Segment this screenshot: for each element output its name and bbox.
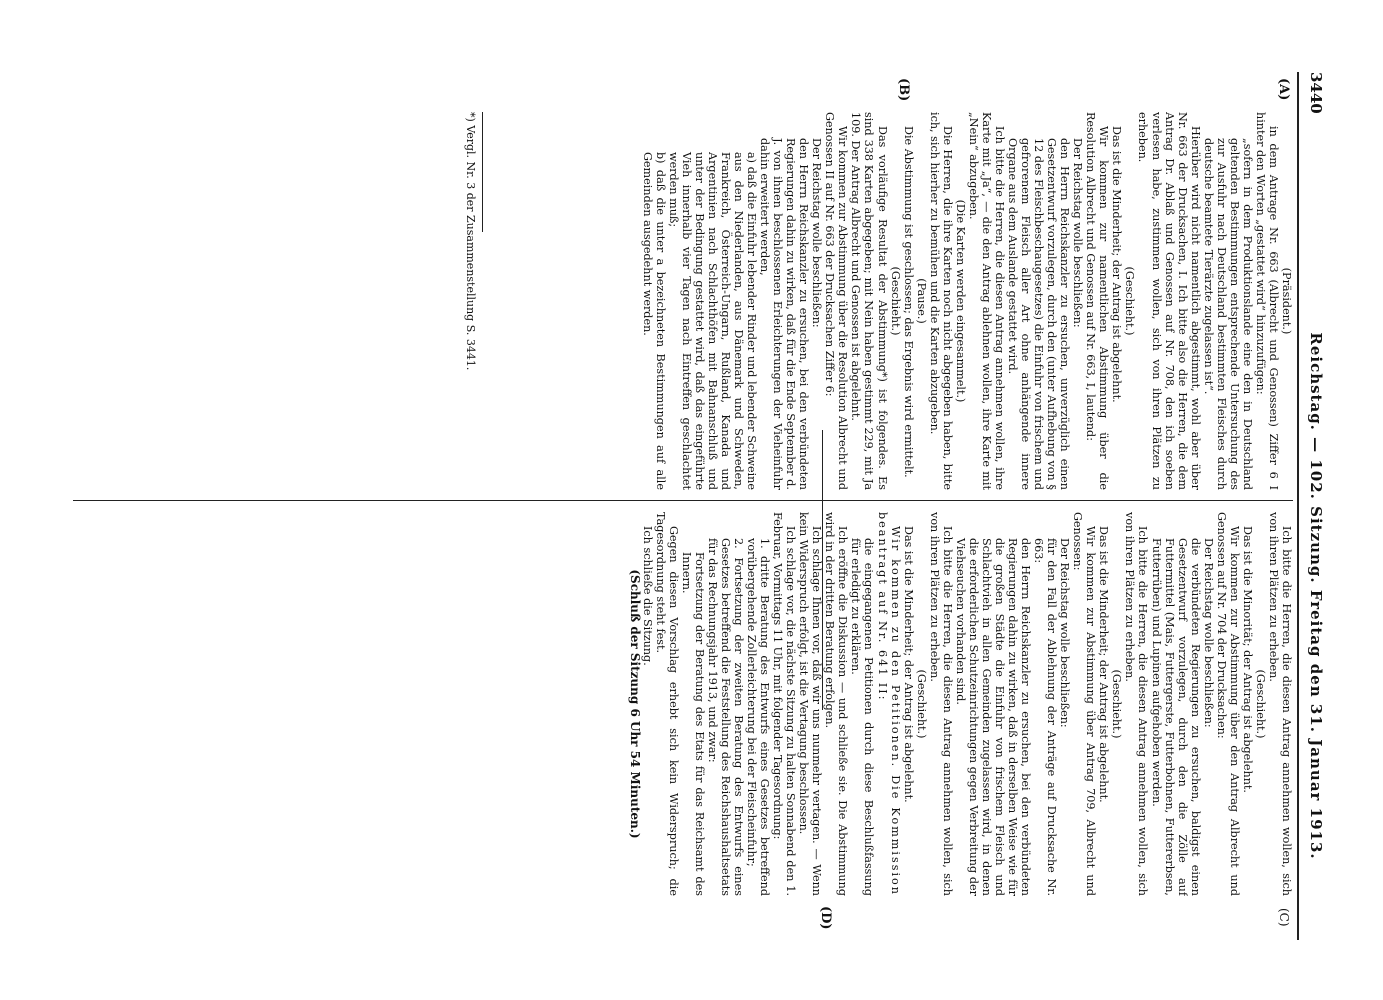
paragraph: Wir kommen zur Abstimmung über Antrag 709, Albrecht und Genossen: <box>1071 512 1098 896</box>
paragraph: Ich schlage Ihnen vor, daß wir uns nunmehr vertagen. — Wenn kein Widerspruch erfolgt, ist die Vertagung beschlossen. <box>797 512 824 896</box>
margin-letter-c: (C) <box>1277 908 1291 927</box>
paragraph: Wir kommen zur Abstimmung über die Resolution Albrecht und Genossen II auf Nr. 663 der Drucksachen Ziffer 6: <box>823 112 850 490</box>
paragraph: Hierüber wird nicht namentlich abgestimmt, wohl aber über Nr. 663 der Drucksachen, I. Ich bitte also die Herren, die dem Antrag Dr. Ablaß und Genossen auf Nr. 708, den ich soeben verlesen habe, zustimmen wollen, sich von ihren Plätzen zu erheben. <box>1136 112 1202 490</box>
left-column <box>593 112 1293 490</box>
running-title: Reichstag. — 102. Sitzung. Freitag den 31. Januar 1913. <box>1307 332 1325 860</box>
stage-direction: (Geschieht.) <box>1123 266 1137 336</box>
agenda-subitem: Fortsetzung der Beratung des Etats für das Reichsamt des Innern. <box>679 552 706 896</box>
paragraph: Das ist die Minderheit; der Antrag ist abgelehnt. <box>901 526 915 803</box>
session-end-note: (Schluß der Sitzung 6 Uhr 54 Minuten.) <box>627 569 642 839</box>
motion-intro: Der Reichstag wolle beschließen: <box>1058 538 1072 728</box>
agenda-item-2: 2. Fortsetzung der zweiten Beratung des Entwurfs eines Gesetzes betreffend die Feststellung des Reichshaushaltsetats für das Rechnungsjahr 1913, und zwar: <box>705 538 746 896</box>
motion-text: die eingegangenen Petitionen durch diese Beschlußfassung für erledigt zu erklären. <box>849 538 876 896</box>
motion-item-b: b) daß die unter a bezeichneten Bestimmungen auf alle Gemeinden ausgedehnt werden. <box>640 152 667 490</box>
paragraph: Wir kommen zur Abstimmung über den Antrag Albrecht und Genossen auf Nr. 704 der Drucksachen: <box>1214 512 1241 896</box>
margin-letter-b: (B) <box>896 78 911 102</box>
stage-direction: (Die Karten werden eingesammelt.) <box>953 199 967 403</box>
motion-intro: Der Reichstag wolle beschließen: <box>810 138 824 328</box>
section-rule <box>822 570 823 710</box>
column-divider <box>73 500 1293 501</box>
page-number: 3440 <box>1307 72 1325 114</box>
stage-direction: (Geschieht.) <box>914 669 928 739</box>
paragraph: Wir kommen zur namentlichen Abstimmung über die Resolution Albrecht und Genossen auf Nr. 663, I, lautend: <box>1084 112 1111 490</box>
footnote-rule <box>482 112 483 232</box>
paragraph: Das ist die Minorität; der Antrag ist abgelehnt. <box>1240 526 1254 793</box>
motion-text: den Herrn Reichskanzler zu ersuchen, unverzüglich einen Gesetzentwurf vorzulegen, durch den (unter Aufhebung von § 12 des Fleischbeschaugesetzes) die Einfuhr von frischem und gefrorenem Fleisch aller Art ohne anhängende innere Organe aus dem Auslande gestattet wird. <box>1006 138 1072 490</box>
funding-sidenote <box>0 607 20 1000</box>
motion-intro: Der Reichstag wolle beschließen: <box>1201 538 1215 728</box>
agenda-item-1: 1. dritte Beratung des Entwurfs eines Gesetzes betreffend vorübergehende Zollerleichterung bei der Fleischeinfuhr; <box>745 538 772 896</box>
paragraph: Ich eröffne die Diskussion — und schließe sie. Die Abstimmung wird in der dritten Beratung erfolgen. <box>823 512 850 896</box>
paragraph: Wir kommen zu den Petitionen. Die Kommission beantragt auf Nr. 641 II: <box>875 512 902 896</box>
motion-text: den Herrn Reichskanzler zu ersuchen, bei den verbündeten Regierungen dahin zu wirken, daß für die Ende September d. J. von ihnen beschlossenen Erleichterungen der Vieheinfuhr dahin erweitert werden, <box>758 138 811 490</box>
stage-direction: (Geschieht.) <box>1110 669 1124 739</box>
paragraph: Ich schlage vor, die nächste Sitzung zu halten Sonnabend den 1. Februar, Vormittags 11 Uhr, mit folgender Tagesordnung: <box>771 512 798 896</box>
footnote: *) Vergl. Nr. 3 der Zusammenstellung S. 3441. <box>464 112 477 371</box>
paragraph: Ich bitte die Herren, die diesen Antrag annehmen wollen, ihre Karte mit „Ja“, — die den Antrag ablehnen wollen, ihre Karte mit „Nein“ abzugeben. <box>966 112 1006 490</box>
paragraph: Die Abstimmung ist geschlossen; das Ergebnis wird ermittelt. <box>901 126 915 478</box>
paragraph: Das ist die Minderheit; der Antrag ist abgelehnt. <box>1110 126 1124 403</box>
motion-text: die verbündeten Regierungen zu ersuchen, baldigst einen Gesetzentwurf vorzulegen, durch den die Zölle auf Futtermittel (Mais, Futtergerste, Futterbohnen, Futtererbsen, Futterrüben) und Lupinen aufgehoben werden. <box>1149 538 1202 896</box>
paragraph: Das ist die Minderheit; der Antrag ist abgelehnt. <box>1097 526 1111 803</box>
page-header <box>1303 72 1325 940</box>
motion-item-a: a) daß die Einfuhr lebender Rinder und lebender Schweine aus den Niederlanden, aus Dänemark und Schweden, Frankreich, Österreich-Ungarn, Rußland, Kanada und Argentinien nach Schlachthöfen mit Bahnanschluß und unter der Bedingung gestattet wird, daß das eingeführte Vieh innerhalb vier Tagen nach Eintreffen geschlachtet werden muß; <box>666 152 759 490</box>
motion-text: für den Fall der Ablehnung der Anträge auf Drucksache Nr. 663: <box>1032 538 1059 896</box>
paragraph: in dem Antrage Nr. 663 (Albrecht und Genossen) Ziffer 6 I hinter den Worten „gestattet wird“ hinzuzufügen: <box>1253 112 1280 490</box>
closing-statement: Ich schließe die Sitzung. <box>640 526 654 666</box>
right-column <box>53 512 1293 896</box>
quoted-amendment: „sofern in dem Produktionslande eine den in Deutschland geltenden Bestimmungen entsprechende Untersuchung des zur Ausfuhr nach Deutschland bestimmten Fleisches durch deutsche beamtete Tierärzte zugelassen ist“. <box>1201 138 1254 490</box>
margin-letter-d: (D) <box>818 906 833 930</box>
paragraph: Die Herren, die ihre Karten noch nicht abgegeben haben, bitte ich, sich hierher zu bemühen und die Karten abzugeben. <box>927 112 954 490</box>
paragraph: Ich bitte die Herren, die diesen Antrag annehmen wollen, sich von ihren Plätzen zu erheben. <box>927 512 954 896</box>
stage-direction: (Geschieht.) <box>1253 669 1267 739</box>
motion-text: den Herrn Reichskanzler zu ersuchen, bei den verbündeten Regierungen dahin zu wirken, daß in derselben Weise wie für die großen Städte die Einfuhr von frischem Fleisch und Schlachtvieh in allen Gemeinden zugelassen wird, in denen die erforderlichen Schutzeinrichtungen gegen Verbreitung der Viehseuchen vorhanden sind. <box>953 538 1033 896</box>
paragraph: Das vorläufige Resultat der Abstimmung*) ist folgendes. Es sind 338 Karten abgegeben; mit Nein haben gestimmt 229, mit Ja 109. Der Antrag Albrecht und Genossen ist abgelehnt. <box>849 112 889 490</box>
paragraph: Ich bitte die Herren, die diesen Antrag annehmen wollen, sich von ihren Plätzen zu erheben. <box>1266 512 1293 896</box>
stage-direction: (Pause.) <box>914 278 928 324</box>
header-rule <box>1297 72 1299 940</box>
margin-letter-a: (A) <box>1276 78 1291 101</box>
section-rule <box>822 430 823 570</box>
paragraph: Gegen diesen Vorschlag erhebt sich kein Widerspruch; die Tagesordnung steht fest. <box>653 512 680 896</box>
speaker-label: (Präsident.) <box>1280 267 1293 335</box>
stage-direction: (Geschieht.) <box>888 266 902 336</box>
motion-intro: Der Reichstag wolle beschließen: <box>1071 138 1085 328</box>
paragraph: Ich bitte die Herren, die diesen Antrag annehmen wollen, sich von ihren Plätzen zu erheben. <box>1123 512 1150 896</box>
